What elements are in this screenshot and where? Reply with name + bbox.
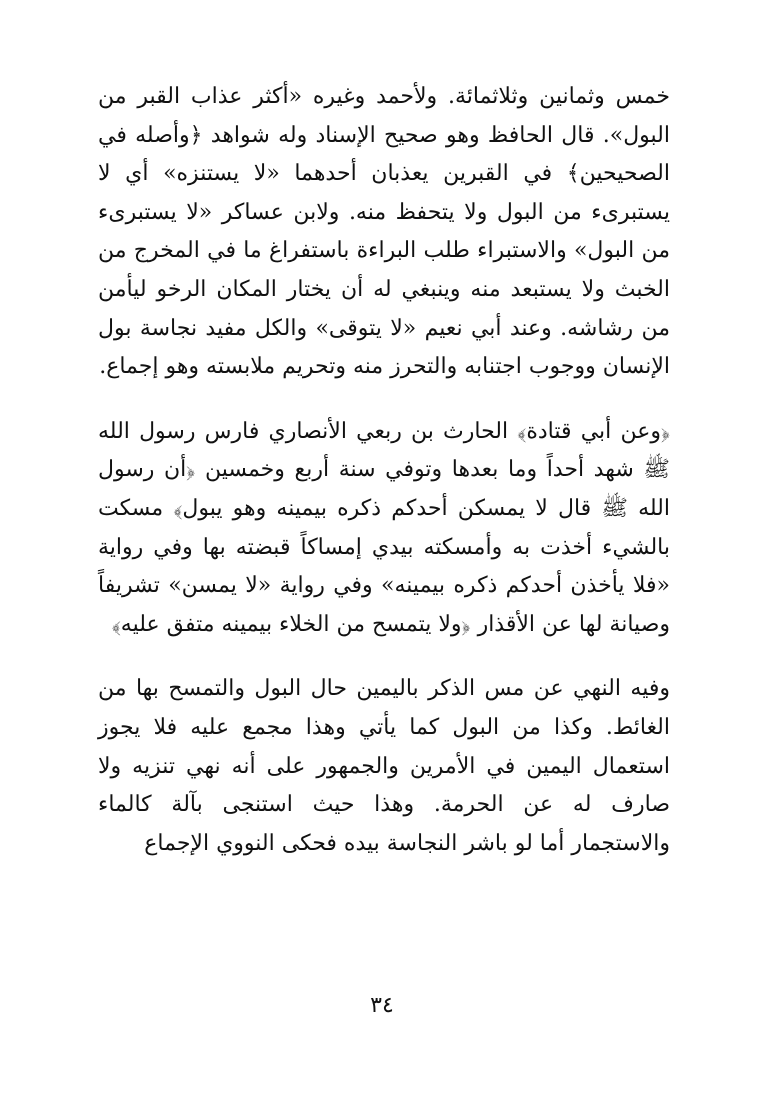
paragraph-2: ﴿وعن أبي قتادة﴾ الحارث بن ربعي الأنصاري فارس رسول الله ﷺ شهد أحداً وما بعدها وتوفي سنة أربع وخمسين ﴿أن رسول الله ﷺ قال لا يمسكن أحدكم ذكره بيمينه وهو يبول﴾ مسكت بالشيء أخذت به وأمسكته بيدي إمساكاً قبضته بها وفي رواية «فلا يأخذن أحدكم ذكره بيمينه» وفي رواية «لا يمسن» تشريفاً وصيانة لها عن الأقذار ﴿ولا يتمسح من الخلاء بيمينه متفق عليه﴾ xyxy=(98,418,670,637)
page-number: ٣٤ xyxy=(370,993,394,1018)
paragraph-1: خمس وثمانين وثلاثمائة. ولأحمد وغيره «أكثر عذاب القبر من البول». قال الحافظ وهو صحيح الإسناد وله شواهد ﴿وأصله في الصحيحين﴾ في القبرين يعذبان أحدهما «لا يستنزه» أي لا يستبرىء من البول ولا يتحفظ منه. ولابن عساكر «لا يستبرىء من البول» والاستبراء طلب البراءة باستفراغ ما في المخرج من الخبث ولا يستبعد منه وينبغي له أن يختار المكان الرخو ليأمن من رشاشه. وعند أبي نعيم «لا يتوقى» والكل مفيد نجاسة بول الإنسان ووجوب اجتنابه والتحرز منه وتحريم ملابسته وهو إجماع. xyxy=(98,84,670,380)
paragraph-3: وفيه النهي عن مس الذكر باليمين حال البول والتمسح بها من الغائط. وكذا من البول كما يأتي وهذا مجمع عليه فلا يجوز استعمال اليمين في الأمرين والجمهور على أنه نهي تنزيه ولا صارف له عن الحرمة. وهذا حيث استنجى بآلة كالماء والاستجمار أما لو باشر النجاسة بيده فحكى النووي الإجماع xyxy=(98,676,670,856)
page-body xyxy=(98,78,670,1028)
